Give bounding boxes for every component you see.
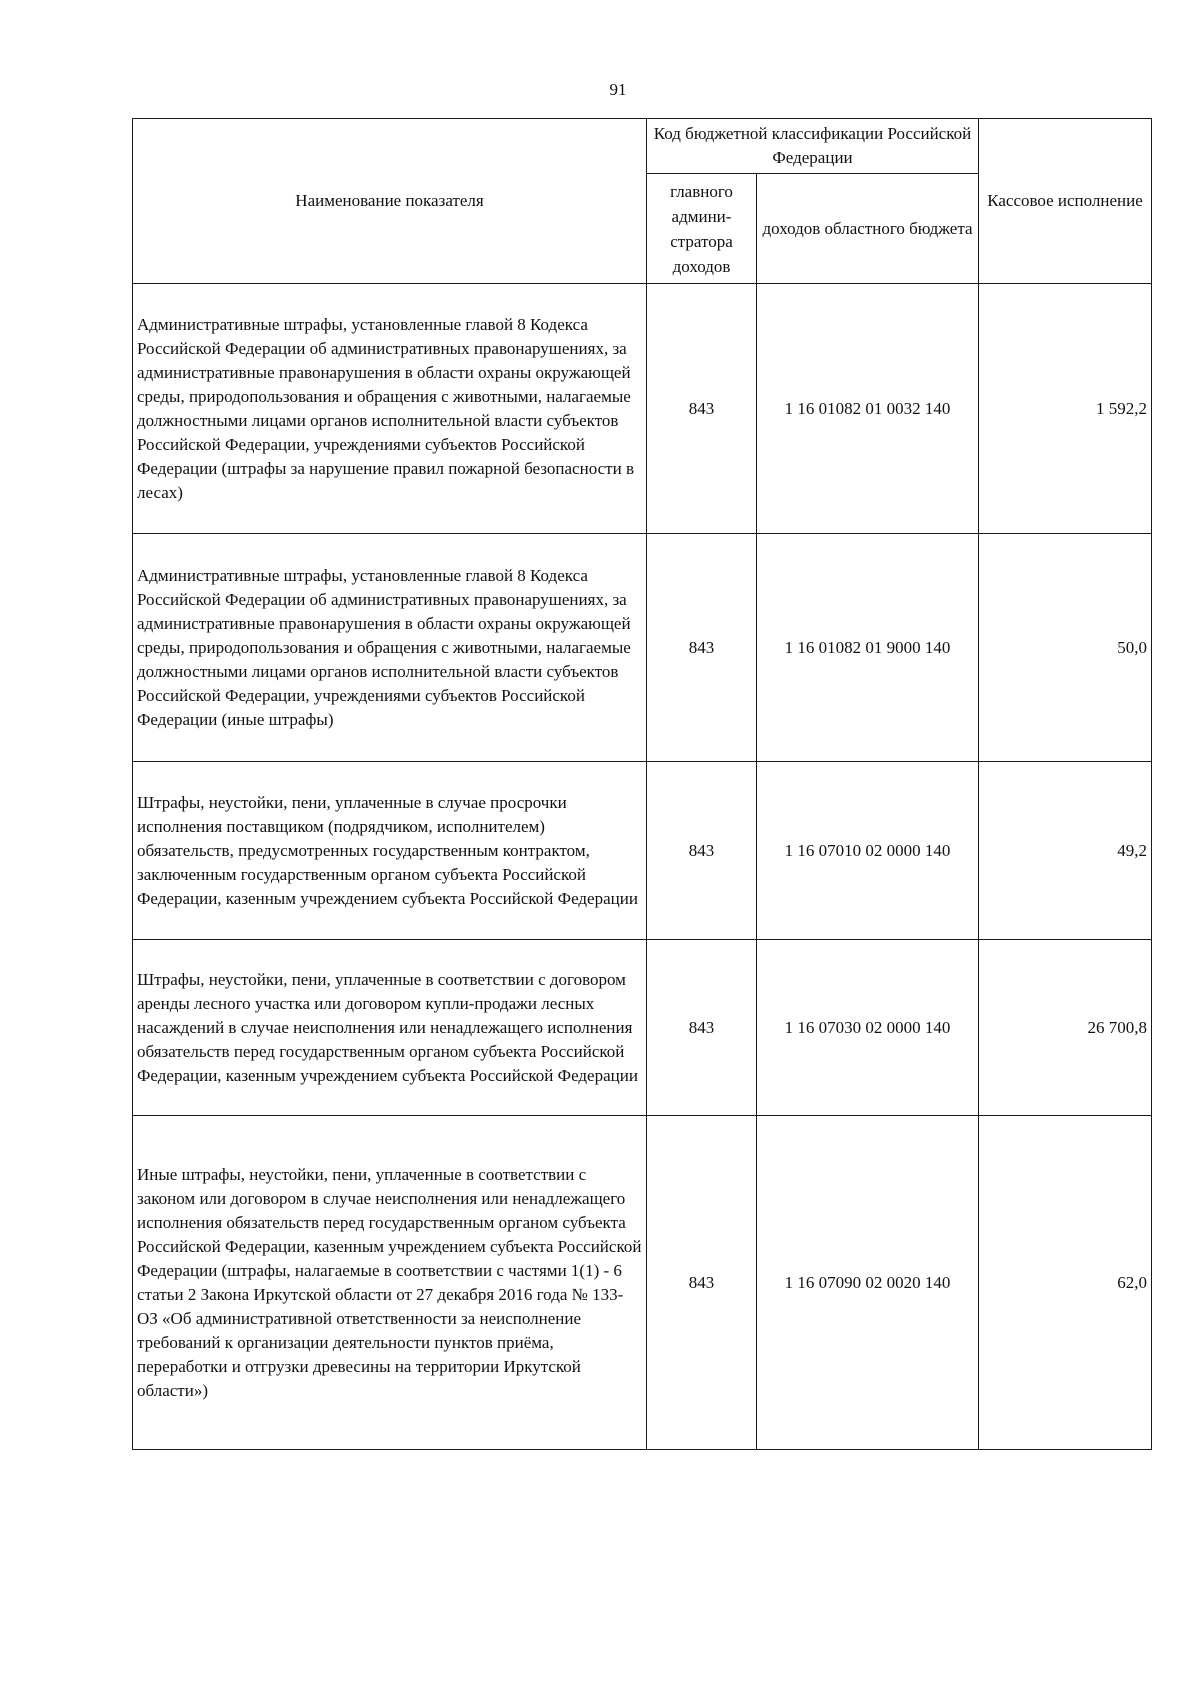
row-amount: 50,0: [979, 534, 1152, 762]
table-row: [133, 1116, 1152, 1450]
row-admin: 843: [647, 1116, 757, 1450]
page-number: 91: [609, 80, 627, 99]
header-code-group: Код бюджетной классификации Российской Федерации: [647, 119, 979, 174]
row-admin: 843: [647, 762, 757, 940]
table-row: [133, 284, 1152, 534]
row-admin: 843: [647, 534, 757, 762]
row-code: 1 16 07090 02 0020 140: [757, 1116, 979, 1450]
row-code: 1 16 01082 01 9000 140: [757, 534, 979, 762]
row-name: Административные штрафы, установленные главой 8 Кодекса Российской Федерации об административных правонарушениях, за административные правонарушения в области охраны окружающей среды, природопользования и обращения с животными, налагаемые должностными лицами органов исполнительной власти субъектов Российской Федерации, учреждениями субъектов Российской Федерации (штрафы за нарушение правил пожарной безопасности в лесах): [133, 284, 647, 534]
row-name: Штрафы, неустойки, пени, уплаченные в соответствии с договором аренды лесного участка или договором купли-продажи лесных насаждений в случае неисполнения или ненадлежащего исполнения обязательств перед государственным органом субъекта Российской Федерации, казенным учреждением субъекта Российской Федерации: [133, 940, 647, 1116]
row-admin: 843: [647, 284, 757, 534]
table-row: [133, 940, 1152, 1116]
row-code: 1 16 07030 02 0000 140: [757, 940, 979, 1116]
header-income: доходов областного бюджета: [757, 174, 979, 284]
header-cash: Кассовое исполнение: [979, 119, 1152, 284]
row-amount: 49,2: [979, 762, 1152, 940]
row-name: Иные штрафы, неустойки, пени, уплаченные в соответствии с законом или договором в случае неисполнения или ненадлежащего исполнения обязательств перед государственным органом субъекта Российской Федерации, казенным учреждением субъекта Российской Федерации (штрафы, налагаемые в соответствии с частями 1(1) - 6 статьи 2 Закона Иркутской области от 27 декабря 2016 года № 133-ОЗ «Об административной ответственности за неисполнение требований к организации деятельности пунктов приёма, переработки и отгрузки древесины на территории Иркутской области»): [133, 1116, 647, 1450]
row-amount: 1 592,2: [979, 284, 1152, 534]
header-name: Наименование показателя: [133, 119, 647, 284]
budget-table: [132, 118, 1152, 1450]
header-row-1: [133, 119, 1152, 174]
row-name: Штрафы, неустойки, пени, уплаченные в случае просрочки исполнения поставщиком (подрядчиком, исполнителем) обязательств, предусмотренных государственным контрактом, заключенным государственным органом субъекта Российской Федерации, казенным учреждением субъекта Российской Федерации: [133, 762, 647, 940]
table-row: [133, 762, 1152, 940]
row-amount: 62,0: [979, 1116, 1152, 1450]
row-admin: 843: [647, 940, 757, 1116]
row-amount: 26 700,8: [979, 940, 1152, 1116]
header-admin: главного админи-стратора доходов: [647, 174, 757, 284]
table-row: [133, 534, 1152, 762]
row-code: 1 16 07010 02 0000 140: [757, 762, 979, 940]
row-code: 1 16 01082 01 0032 140: [757, 284, 979, 534]
row-name: Административные штрафы, установленные главой 8 Кодекса Российской Федерации об административных правонарушениях, за административные правонарушения в области охраны окружающей среды, природопользования и обращения с животными, налагаемые должностными лицами органов исполнительной власти субъектов Российской Федерации, учреждениями субъектов Российской Федерации (иные штрафы): [133, 534, 647, 762]
